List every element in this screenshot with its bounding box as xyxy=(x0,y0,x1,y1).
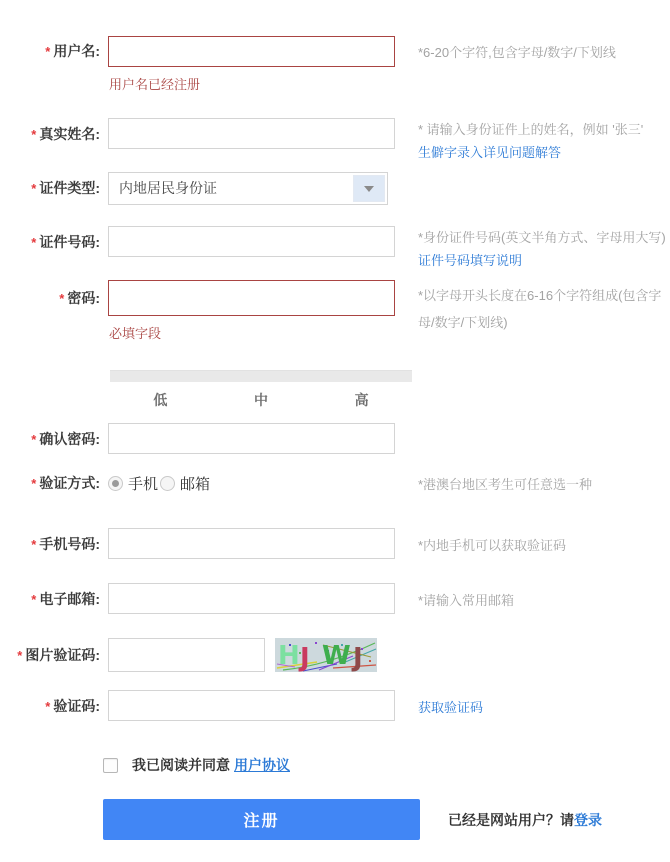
captcha-letter-2: J xyxy=(300,643,310,672)
phone-hint: *内地手机可以获取验证码 xyxy=(418,538,567,553)
username-error: 用户名已经注册 xyxy=(109,77,201,92)
required-asterisk: * xyxy=(17,648,23,663)
image-captcha-row xyxy=(0,638,670,672)
sms-code-label: * 验证码: xyxy=(45,698,100,714)
strength-label-low: 低 xyxy=(153,392,168,408)
verify-method-radio-phone[interactable] xyxy=(108,473,158,494)
image-captcha-input[interactable] xyxy=(108,638,265,672)
email-label: * 电子邮箱: xyxy=(31,591,100,607)
strength-label-high: 高 xyxy=(354,392,369,408)
id-number-hint: *身份证件号码(英文半角方式、字母用大写) xyxy=(418,230,666,245)
confirm-password-label: * 确认密码: xyxy=(31,431,100,447)
id-type-row xyxy=(0,172,670,205)
radio-selected-icon xyxy=(108,476,123,491)
id-type-dropdown-button[interactable] xyxy=(353,175,385,202)
email-row xyxy=(0,583,670,616)
required-asterisk: * xyxy=(45,44,51,59)
phone-input[interactable] xyxy=(108,528,395,559)
password-input[interactable] xyxy=(108,280,395,316)
password-label: * 密码: xyxy=(59,290,100,306)
required-asterisk: * xyxy=(31,476,37,491)
strength-label-medium: 中 xyxy=(254,392,268,408)
realname-hint: * 请输入身份证件上的姓名，例如 '张三' xyxy=(418,122,644,137)
verify-method-label: * 验证方式: xyxy=(31,475,100,491)
agreement-link[interactable]: 用户协议 xyxy=(234,757,290,773)
realname-label: * 真实姓名: xyxy=(31,126,100,142)
radio-email-label: 邮箱 xyxy=(180,475,211,493)
agreement-row xyxy=(103,757,670,773)
confirm-password-input[interactable] xyxy=(108,423,395,454)
username-hint: *6-20个字符,包含字母/数字/下划线 xyxy=(418,45,616,60)
confirm-password-row xyxy=(0,423,670,456)
password-strength-labels xyxy=(110,390,412,410)
realname-row xyxy=(0,118,670,160)
phone-row xyxy=(0,528,670,561)
phone-label: * 手机号码: xyxy=(31,536,100,552)
id-number-label: * 证件号码: xyxy=(31,234,100,250)
password-strength-bar xyxy=(110,370,412,382)
sms-code-row xyxy=(0,690,670,723)
realname-input[interactable] xyxy=(108,118,395,149)
required-asterisk: * xyxy=(31,181,37,196)
required-asterisk: * xyxy=(45,699,51,714)
get-code-link[interactable]: 获取验证码 xyxy=(418,700,484,715)
captcha-letter-4: J xyxy=(353,643,363,672)
required-asterisk: * xyxy=(31,537,37,552)
password-strength-row xyxy=(0,370,670,408)
password-hint: *以字母开头长度在6-16个字符组成(包含字母/数字/下划线) xyxy=(418,288,662,330)
image-captcha-label: * 图片验证码: xyxy=(17,647,100,663)
register-button[interactable]: 注册 xyxy=(103,799,420,840)
username-input[interactable] xyxy=(108,36,395,67)
radio-unselected-icon xyxy=(160,476,175,491)
username-label: * 用户名: xyxy=(45,43,100,59)
verify-method-radio-email[interactable] xyxy=(160,473,210,494)
verify-method-row xyxy=(0,470,670,496)
username-row xyxy=(0,36,670,92)
password-error: 必填字段 xyxy=(109,326,162,341)
login-link[interactable]: 登录 xyxy=(574,811,602,828)
required-asterisk: * xyxy=(31,235,37,250)
required-asterisk: * xyxy=(31,432,37,447)
id-number-input[interactable] xyxy=(108,226,395,257)
captcha-letter-3: W xyxy=(322,641,351,671)
id-number-row xyxy=(0,226,670,268)
rare-char-help-link[interactable]: 生僻字录入详见问题解答 xyxy=(418,145,562,160)
captcha-letter-1: H xyxy=(278,641,300,671)
email-input[interactable] xyxy=(108,583,395,614)
actions-row xyxy=(103,799,670,840)
verify-method-hint: *港澳台地区考生可任意选一种 xyxy=(418,477,593,492)
id-number-help-link[interactable]: 证件号码填写说明 xyxy=(418,253,523,268)
password-row xyxy=(0,280,670,341)
id-type-select[interactable] xyxy=(108,172,388,205)
id-type-selected-value: 内地居民身份证 xyxy=(119,180,217,196)
radio-phone-label: 手机 xyxy=(128,475,159,493)
sms-code-input[interactable] xyxy=(108,690,395,721)
id-type-label: * 证件类型: xyxy=(31,180,100,196)
required-asterisk: * xyxy=(31,592,37,607)
captcha-image[interactable] xyxy=(275,638,377,677)
email-hint: *请输入常用邮箱 xyxy=(418,593,515,608)
agreement-text: 我已阅读并同意 xyxy=(132,757,230,773)
agreement-checkbox[interactable] xyxy=(103,758,118,773)
required-asterisk: * xyxy=(59,291,65,306)
login-prompt: 已经是网站用户？请登录 xyxy=(448,811,602,828)
chevron-down-icon xyxy=(364,186,374,192)
required-asterisk: * xyxy=(31,127,37,142)
